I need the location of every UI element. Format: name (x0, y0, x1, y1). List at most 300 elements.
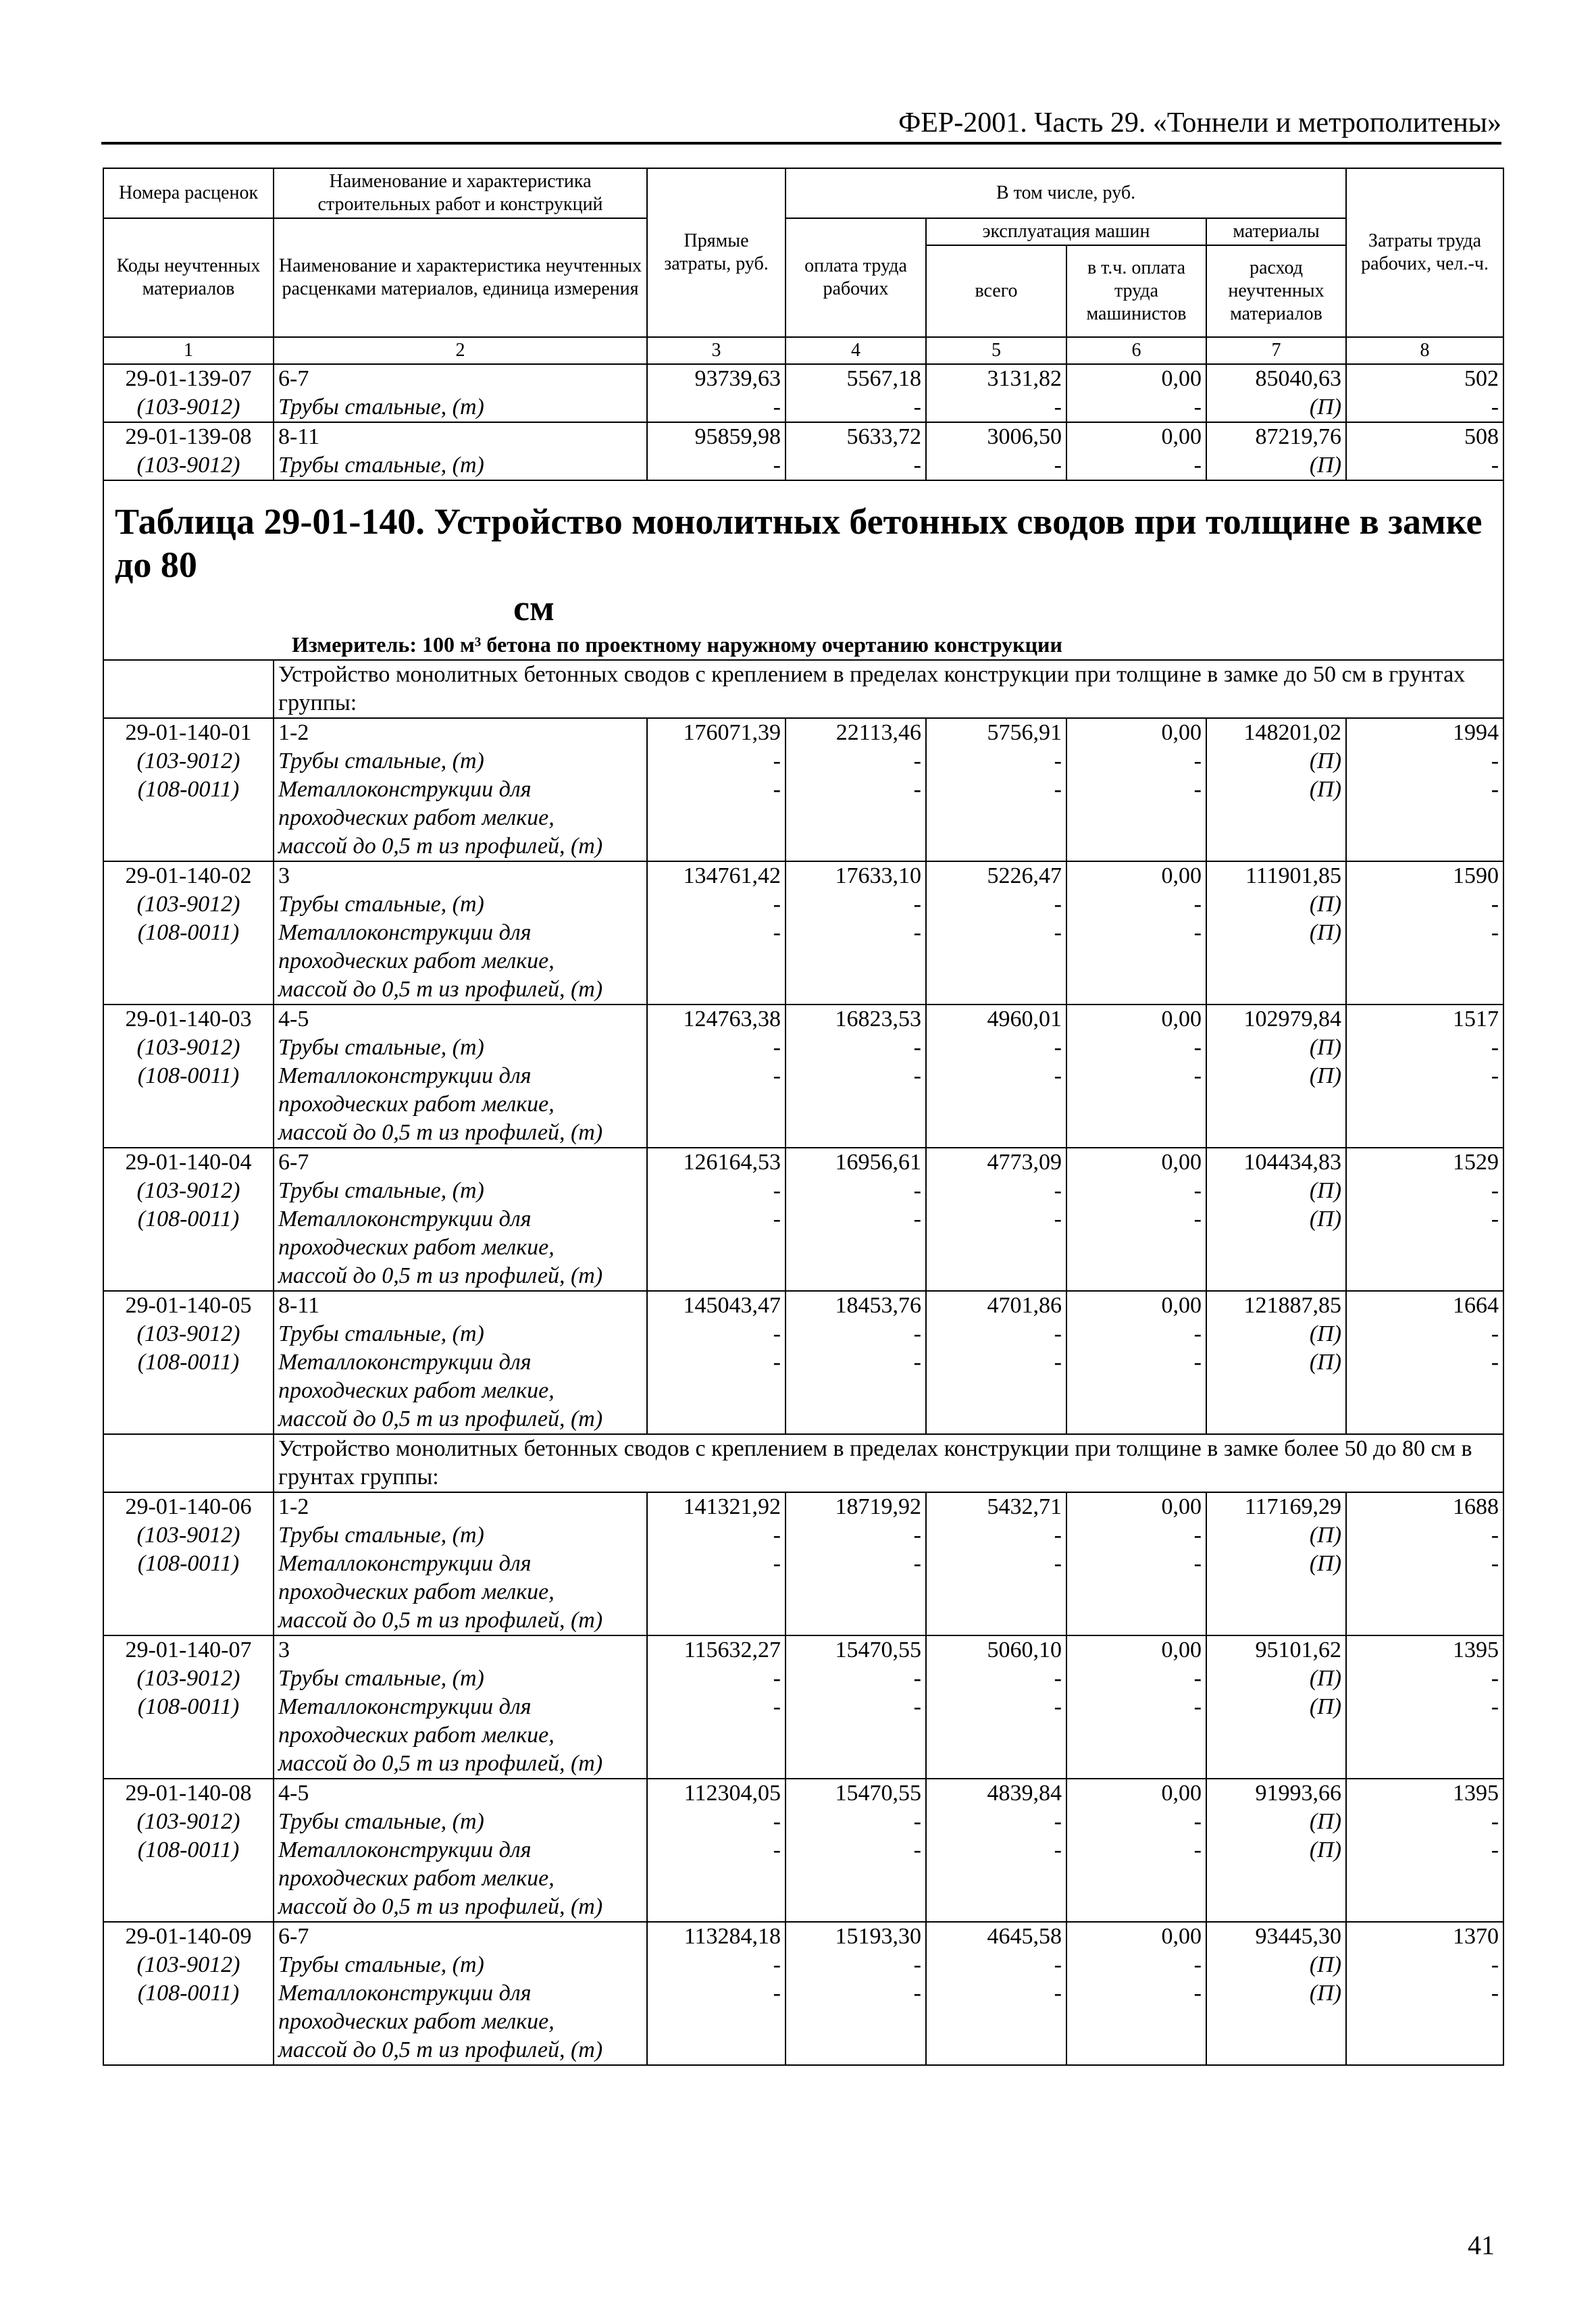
machinist-labor-cell (1066, 1291, 1206, 1434)
rate-cell (103, 364, 274, 422)
dash: - (913, 1063, 921, 1088)
labor-cost-cell (786, 1492, 926, 1635)
table-row (103, 1291, 1503, 1434)
material-mark: (П) (1309, 1809, 1342, 1834)
labor-hours: 1395 (1453, 1781, 1499, 1806)
rate-code: 29-01-140-01 (125, 720, 252, 745)
dash: - (773, 1981, 781, 2006)
material-name: проходческих работ мелкие, (278, 2009, 555, 2034)
dash: - (913, 1952, 921, 1977)
material-name: Металлоконструкции для (278, 1981, 532, 2006)
machine-cost: 4773,09 (987, 1150, 1062, 1175)
material-code: (108-0011) (137, 920, 240, 945)
soil-group: 6-7 (278, 1924, 309, 1949)
dash: - (913, 1809, 921, 1834)
col-header-codes: Коды неучтенных материалов (103, 218, 274, 337)
table-row (103, 1922, 1503, 2065)
meter-text: Измеритель: 100 м³ бетона по проектному наружному очертанию конструкции (292, 632, 1062, 657)
section-heading: Устройство монолитных бетонных сводов с креплением в пределах конструкции при толщине в замке более 50 до 80 см в грунтах группы: (274, 1434, 1503, 1492)
machine-cost-cell (926, 1922, 1066, 2065)
work-cell (274, 1922, 647, 2065)
labor-cost: 5567,18 (846, 366, 921, 391)
material-name: проходческих работ мелкие, (278, 1723, 555, 1748)
direct-cost-cell (647, 1492, 786, 1635)
dash: - (1054, 1063, 1062, 1088)
machine-cost: 3006,50 (987, 424, 1062, 449)
labor-cost-cell (786, 1291, 926, 1434)
direct-cost-cell (647, 1005, 786, 1148)
dash: - (1193, 395, 1202, 420)
dash: - (773, 395, 781, 420)
table-row (103, 364, 1503, 422)
dash: - (773, 1178, 781, 1203)
direct-cost-cell (647, 422, 786, 480)
dash: - (1054, 1350, 1062, 1375)
material-code: (103-9012) (136, 453, 240, 478)
col-header-labor: оплата труда рабочих (786, 218, 926, 337)
dash: - (913, 748, 921, 773)
materials-cell (1206, 1148, 1346, 1291)
col-header-mach-total: всего (926, 245, 1066, 337)
material-code: (103-9012) (136, 748, 240, 773)
rate-cell (103, 1635, 274, 1779)
work-cell (274, 364, 647, 422)
dash: - (773, 1321, 781, 1346)
materials-cell (1206, 364, 1346, 422)
direct-cost: 145043,47 (683, 1293, 781, 1318)
material-name: Металлоконструкции для (278, 777, 532, 802)
material-mark: (П) (1309, 1523, 1342, 1548)
material-code: (108-0011) (137, 1981, 240, 2006)
direct-cost: 93739,63 (694, 366, 781, 391)
work-cell (274, 718, 647, 861)
table-title-cont: см (513, 588, 555, 628)
material-code: (103-9012) (136, 1666, 240, 1691)
dash: - (1193, 1694, 1202, 1719)
rate-cell (103, 1779, 274, 1922)
table-title-row (103, 480, 1503, 660)
dash: - (913, 453, 921, 478)
dash: - (1193, 1035, 1202, 1060)
dash: - (773, 748, 781, 773)
material-name: массой до 0,5 т из профилей, (т) (278, 1751, 603, 1776)
rate-code: 29-01-140-04 (125, 1150, 252, 1175)
dash: - (913, 1551, 921, 1576)
direct-cost: 134761,42 (683, 863, 781, 888)
col-num: 8 (1346, 337, 1503, 364)
labor-cost-cell (786, 861, 926, 1005)
direct-cost-cell (647, 1779, 786, 1922)
dash: - (1054, 1694, 1062, 1719)
materials-cell (1206, 1635, 1346, 1779)
labor-cost: 15470,55 (835, 1637, 921, 1662)
material-name: Металлоконструкции для (278, 1551, 532, 1576)
col-header-mat-use: расход неучтенных материалов (1206, 245, 1346, 337)
col-num: 4 (786, 337, 926, 364)
dash: - (1193, 453, 1202, 478)
direct-cost-cell (647, 1148, 786, 1291)
material-mark: (П) (1309, 1206, 1342, 1231)
dash: - (913, 777, 921, 802)
dash: - (913, 1321, 921, 1346)
table-row (103, 422, 1503, 480)
dash: - (1491, 1523, 1499, 1548)
soil-group: 8-11 (278, 424, 320, 449)
hours-cell (1346, 1635, 1503, 1779)
labor-cost-cell (786, 1635, 926, 1779)
dash: - (1054, 920, 1062, 945)
dash: - (1193, 892, 1202, 917)
labor-cost: 5633,72 (846, 424, 921, 449)
col-num: 1 (103, 337, 274, 364)
hours-cell (1346, 1148, 1503, 1291)
material-mark: (П) (1309, 1350, 1342, 1375)
hours-cell (1346, 718, 1503, 861)
machine-cost-cell (926, 1005, 1066, 1148)
rate-code: 29-01-140-05 (125, 1293, 252, 1318)
labor-cost: 18453,76 (835, 1293, 921, 1318)
material-mark: (П) (1309, 1551, 1342, 1576)
dash: - (773, 1809, 781, 1834)
labor-cost: 22113,46 (835, 720, 921, 745)
dash: - (1491, 1321, 1499, 1346)
material-code: (103-9012) (136, 395, 240, 420)
materials-cost: 104434,83 (1243, 1150, 1342, 1175)
dash: - (1491, 920, 1499, 945)
materials-cell (1206, 422, 1346, 480)
dash: - (1054, 748, 1062, 773)
materials-cost: 117169,29 (1244, 1494, 1342, 1519)
soil-group: 1-2 (278, 1494, 309, 1519)
machinist-labor-cell (1066, 422, 1206, 480)
material-name: Металлоконструкции для (278, 1063, 532, 1088)
hours-cell (1346, 1492, 1503, 1635)
material-mark: (П) (1309, 1063, 1342, 1088)
dash: - (1193, 1666, 1202, 1691)
dash: - (773, 1350, 781, 1375)
labor-hours: 502 (1464, 366, 1499, 391)
materials-cell (1206, 1779, 1346, 1922)
machinist-labor: 0,00 (1161, 1781, 1202, 1806)
machine-cost-cell (926, 1492, 1066, 1635)
machine-cost: 5432,71 (987, 1494, 1062, 1519)
header-rule (101, 142, 1501, 145)
machinist-labor: 0,00 (1161, 1637, 1202, 1662)
rate-code: 29-01-140-07 (125, 1637, 252, 1662)
dash: - (1491, 453, 1499, 478)
material-name: массой до 0,5 т из профилей, (т) (278, 2037, 603, 2062)
dash: - (1491, 1666, 1499, 1691)
material-name: Трубы стальные, (т) (278, 395, 484, 420)
material-mark: (П) (1309, 920, 1342, 945)
machinist-labor: 0,00 (1161, 720, 1202, 745)
dash: - (913, 1206, 921, 1231)
material-mark: (П) (1309, 892, 1342, 917)
materials-cost: 111901,85 (1245, 863, 1342, 888)
direct-cost-cell (647, 861, 786, 1005)
col-header-materials: Наименование и характеристика неучтенных расценками материалов, единица измерения (274, 218, 647, 337)
dash: - (1491, 892, 1499, 917)
labor-cost-cell (786, 1922, 926, 2065)
material-code: (103-9012) (136, 1035, 240, 1060)
hours-cell (1346, 1291, 1503, 1434)
hours-cell (1346, 422, 1503, 480)
direct-cost: 112304,05 (684, 1781, 781, 1806)
dash: - (1054, 1178, 1062, 1203)
machine-cost: 5226,47 (987, 863, 1062, 888)
rate-cell (103, 422, 274, 480)
labor-cost: 16956,61 (835, 1150, 921, 1175)
header-row-1 (103, 168, 1503, 218)
dash: - (1193, 1981, 1202, 2006)
material-code: (108-0011) (137, 1837, 240, 1862)
dash: - (773, 1666, 781, 1691)
material-name: Трубы стальные, (т) (278, 892, 484, 917)
material-mark: (П) (1309, 1321, 1342, 1346)
hours-cell (1346, 364, 1503, 422)
materials-cell (1206, 718, 1346, 861)
machinist-labor-cell (1066, 1148, 1206, 1291)
dash: - (1491, 1551, 1499, 1576)
direct-cost: 113284,18 (684, 1924, 781, 1949)
machinist-labor: 0,00 (1161, 1007, 1202, 1032)
soil-group: 4-5 (278, 1007, 309, 1032)
material-code: (103-9012) (136, 1523, 240, 1548)
col-header-incl: В том числе, руб. (786, 168, 1346, 218)
dash: - (773, 1523, 781, 1548)
machinist-labor-cell (1066, 1005, 1206, 1148)
materials-cell (1206, 861, 1346, 1005)
labor-cost: 16823,53 (835, 1007, 921, 1032)
machine-cost: 4960,01 (987, 1007, 1062, 1032)
table-row (103, 861, 1503, 1005)
dash: - (773, 1035, 781, 1060)
machinist-labor: 0,00 (1161, 1150, 1202, 1175)
dash: - (1054, 1809, 1062, 1834)
material-name: массой до 0,5 т из профилей, (т) (278, 1263, 603, 1288)
dash: - (913, 1178, 921, 1203)
machine-cost: 4839,84 (987, 1781, 1062, 1806)
material-name: массой до 0,5 т из профилей, (т) (278, 834, 603, 859)
dash: - (913, 1837, 921, 1862)
material-mark: (П) (1309, 395, 1342, 420)
dash: - (913, 1666, 921, 1691)
materials-cell (1206, 1922, 1346, 2065)
labor-hours: 1395 (1453, 1637, 1499, 1662)
labor-cost: 15470,55 (835, 1781, 921, 1806)
machinist-labor-cell (1066, 1635, 1206, 1779)
materials-cost: 91993,66 (1255, 1781, 1342, 1806)
material-name: Металлоконструкции для (278, 1206, 532, 1231)
rate-cell (103, 1005, 274, 1148)
material-name: Трубы стальные, (т) (278, 1952, 484, 1977)
direct-cost-cell (647, 1922, 786, 2065)
soil-group: 1-2 (278, 720, 309, 745)
labor-cost-cell (786, 422, 926, 480)
machine-cost-cell (926, 1635, 1066, 1779)
labor-cost-cell (786, 364, 926, 422)
machine-cost: 5060,10 (987, 1637, 1062, 1662)
machine-cost-cell (926, 1779, 1066, 1922)
machinist-labor-cell (1066, 364, 1206, 422)
dash: - (1491, 1206, 1499, 1231)
section-row (103, 1434, 1503, 1492)
dash: - (1054, 453, 1062, 478)
dash: - (913, 920, 921, 945)
material-mark: (П) (1309, 748, 1342, 773)
hours-cell (1346, 1779, 1503, 1922)
dash: - (1193, 1551, 1202, 1576)
material-code: (103-9012) (136, 1952, 240, 1977)
dash: - (773, 1063, 781, 1088)
col-num: 5 (926, 337, 1066, 364)
materials-cost: 121887,85 (1243, 1293, 1342, 1318)
dash: - (773, 777, 781, 802)
header-row-2 (103, 218, 1503, 245)
machine-cost-cell (926, 422, 1066, 480)
materials-cost: 85040,63 (1255, 366, 1342, 391)
rate-cell (103, 1492, 274, 1635)
rate-code: 29-01-139-07 (125, 366, 252, 391)
column-numbers-row (103, 337, 1503, 364)
dash: - (1054, 395, 1062, 420)
machine-cost: 5756,91 (987, 720, 1062, 745)
running-header: ФЕР-2001. Часть 29. «Тоннели и метрополитены» (898, 107, 1501, 138)
machinist-labor-cell (1066, 861, 1206, 1005)
work-cell (274, 1779, 647, 1922)
table-row (103, 718, 1503, 861)
work-cell (274, 1148, 647, 1291)
dash: - (1054, 1523, 1062, 1548)
machinist-labor: 0,00 (1161, 424, 1202, 449)
col-num: 6 (1066, 337, 1206, 364)
dash: - (913, 892, 921, 917)
labor-cost-cell (786, 1005, 926, 1148)
col-num: 3 (647, 337, 786, 364)
labor-hours: 1517 (1453, 1007, 1499, 1032)
dash: - (773, 1694, 781, 1719)
machinist-labor: 0,00 (1161, 1494, 1202, 1519)
direct-cost-cell (647, 718, 786, 861)
work-cell (274, 861, 647, 1005)
material-name: проходческих работ мелкие, (278, 805, 555, 830)
dash: - (1054, 1035, 1062, 1060)
material-name: Трубы стальные, (т) (278, 1035, 484, 1060)
soil-group: 3 (278, 863, 290, 888)
materials-cost: 102979,84 (1243, 1007, 1342, 1032)
labor-cost: 18719,92 (835, 1494, 921, 1519)
dash: - (773, 453, 781, 478)
materials-cell (1206, 1291, 1346, 1434)
machinist-labor-cell (1066, 1779, 1206, 1922)
machine-cost-cell (926, 718, 1066, 861)
material-code: (103-9012) (136, 1809, 240, 1834)
direct-cost: 124763,38 (683, 1007, 781, 1032)
material-name: массой до 0,5 т из профилей, (т) (278, 977, 603, 1002)
dash: - (1054, 1837, 1062, 1862)
dash: - (1193, 1837, 1202, 1862)
machine-cost: 3131,82 (987, 366, 1062, 391)
dash: - (1193, 1178, 1202, 1203)
dash: - (773, 1837, 781, 1862)
work-cell (274, 1492, 647, 1635)
dash: - (1193, 1063, 1202, 1088)
col-header-hours: Затраты труда рабочих, чел.-ч. (1346, 168, 1503, 337)
material-name: Трубы стальные, (т) (278, 1666, 484, 1691)
materials-cost: 95101,62 (1255, 1637, 1342, 1662)
machinist-labor: 0,00 (1161, 1293, 1202, 1318)
rate-cell (103, 1291, 274, 1434)
material-name: массой до 0,5 т из профилей, (т) (278, 1120, 603, 1145)
rate-cell (103, 1148, 274, 1291)
dash: - (1054, 1666, 1062, 1691)
dash: - (1054, 1551, 1062, 1576)
dash: - (1193, 777, 1202, 802)
dash: - (1491, 395, 1499, 420)
material-name: проходческих работ мелкие, (278, 1235, 555, 1260)
machine-cost: 4701,86 (987, 1293, 1062, 1318)
labor-hours: 1994 (1453, 720, 1499, 745)
table-title: Таблица 29-01-140. Устройство монолитных бетонных сводов при толщине в замке до 80 (115, 501, 1483, 585)
dash: - (1054, 892, 1062, 917)
col-num: 7 (1206, 337, 1346, 364)
machine-cost: 4645,58 (987, 1924, 1062, 1949)
soil-group: 4-5 (278, 1781, 309, 1806)
rate-code: 29-01-140-06 (125, 1494, 252, 1519)
dash: - (1193, 1809, 1202, 1834)
table-row (103, 1635, 1503, 1779)
dash: - (1491, 1035, 1499, 1060)
rate-cell (103, 1922, 274, 2065)
direct-cost-cell (647, 1291, 786, 1434)
col-header-mach-labor: в т.ч. оплата труда машинистов (1066, 245, 1206, 337)
material-name: Металлоконструкции для (278, 920, 532, 945)
material-code: (103-9012) (136, 1178, 240, 1203)
dash: - (1491, 777, 1499, 802)
labor-cost-cell (786, 718, 926, 861)
dash: - (1491, 1809, 1499, 1834)
rate-code: 29-01-140-09 (125, 1924, 252, 1949)
table-title-cell (103, 480, 1503, 660)
labor-hours: 1688 (1453, 1494, 1499, 1519)
material-name: массой до 0,5 т из профилей, (т) (278, 1406, 603, 1431)
dash: - (773, 1206, 781, 1231)
work-cell (274, 1291, 647, 1434)
material-code: (108-0011) (137, 1551, 240, 1576)
hours-cell (1346, 1005, 1503, 1148)
material-name: Металлоконструкции для (278, 1350, 532, 1375)
material-code: (103-9012) (136, 1321, 240, 1346)
dash: - (773, 1952, 781, 1977)
dash: - (1193, 920, 1202, 945)
material-mark: (П) (1309, 453, 1342, 478)
dash: - (1193, 1350, 1202, 1375)
machinist-labor: 0,00 (1161, 863, 1202, 888)
rate-code: 29-01-140-08 (125, 1781, 252, 1806)
dash: - (1193, 1523, 1202, 1548)
labor-cost-cell (786, 1779, 926, 1922)
material-code: (108-0011) (137, 1694, 240, 1719)
labor-hours: 1370 (1453, 1924, 1499, 1949)
section-row (103, 660, 1503, 718)
machinist-labor-cell (1066, 1492, 1206, 1635)
labor-cost: 17633,10 (835, 863, 921, 888)
dash: - (1491, 1837, 1499, 1862)
hours-cell (1346, 1922, 1503, 2065)
direct-cost: 95859,98 (694, 424, 781, 449)
col-num: 2 (274, 337, 647, 364)
col-header-mach: эксплуатация машин (926, 218, 1206, 245)
